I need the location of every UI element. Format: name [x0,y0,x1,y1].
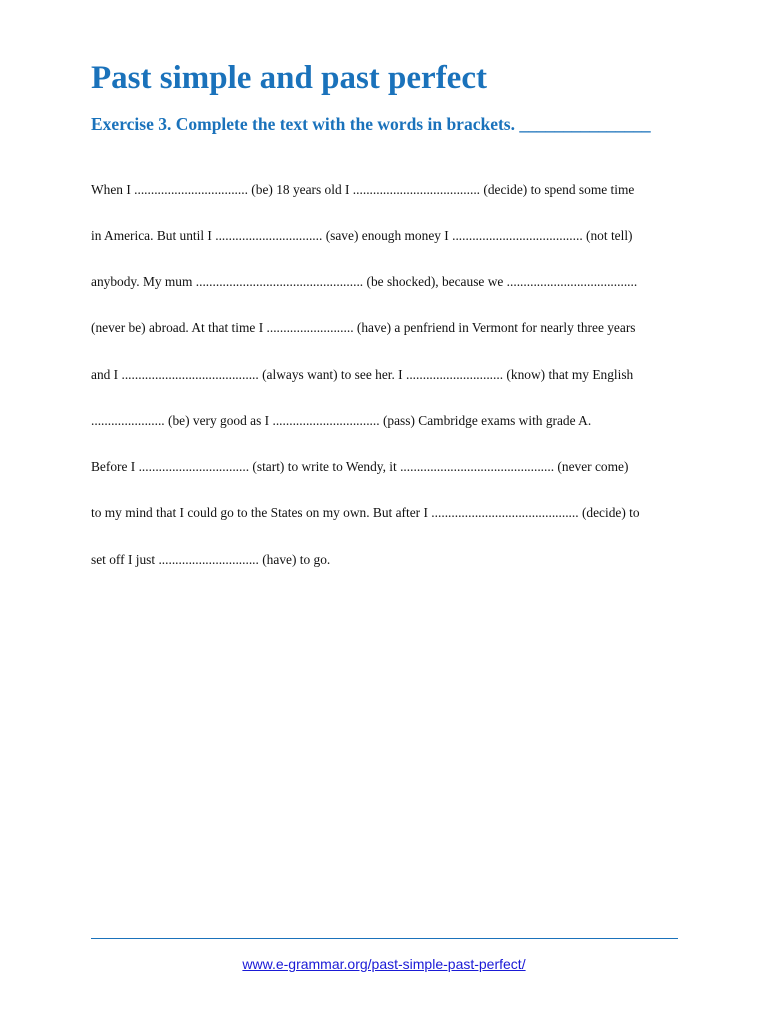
footer-divider [91,938,678,939]
footer [0,955,768,973]
exercise-line-2: in America. But until I ................................ (save) enough money I ....................................... (not tell) [91,228,633,243]
exercise-line-8: to my mind that I could go to the States on my own. But after I ............................................ (decide) to [91,505,640,520]
exercise-line-6: ...................... (be) very good as I ................................ (pass) Cambridge exams with grade A. [91,413,592,428]
exercise-line-5: and I ......................................... (always want) to see her. I ............................. (know) that my English [91,367,634,382]
exercise-line-1: When I .................................. (be) 18 years old I ...................................... (decide) to spend some time [91,182,635,197]
page-title: Past simple and past perfect [91,60,487,96]
exercise-line-3: anybody. My mum .................................................. (be shocked), because we ....................................... [91,274,638,289]
exercise-heading: Exercise 3. Complete the text with the words in brackets. _______________ [91,114,651,134]
exercise-line-4: (never be) abroad. At that time I .......................... (have) a penfriend in Vermont for nearly three years [91,320,636,335]
exercise-line-7: Before I ................................. (start) to write to Wendy, it .............................................. (never come) [91,459,629,474]
footer-url-link[interactable]: www.e-grammar.org/past-simple-past-perfect/ [242,956,526,972]
exercise-line-9: set off I just .............................. (have) to go. [91,552,331,567]
